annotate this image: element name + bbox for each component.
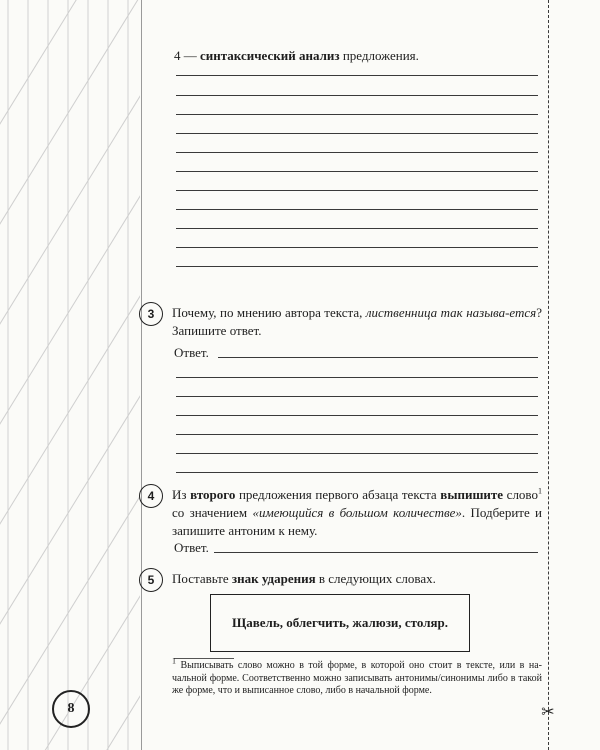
scissors-icon: ✂ — [541, 702, 555, 721]
answer-label: Ответ. — [174, 345, 209, 360]
question4-text-part: со значением — [172, 505, 253, 520]
footnote — [172, 656, 542, 698]
question4-text-part: Из — [172, 487, 191, 502]
footnote-text: Выписывать слово можно в той форме, в которой оно стоит в тексте, или в на-чальной форме. Соответственно можно записывать антонимы/синонимы либо в такой же форме, что и выписанное слово, либо в начальной форме. — [172, 660, 542, 696]
margin-border — [141, 0, 142, 750]
answer-line[interactable] — [176, 171, 538, 172]
task4-rest: предложения. — [339, 48, 419, 63]
question3-italic: лиственница так называ-ется — [365, 305, 537, 320]
question5-text-part: в следующих словах. — [315, 571, 436, 586]
answer-line[interactable] — [176, 377, 538, 378]
question4-bold: выпишите — [440, 487, 504, 502]
footnote-marker: 1 — [538, 486, 542, 496]
question4-text-part: слово — [503, 487, 538, 502]
question5-text — [172, 570, 542, 588]
answer-line[interactable] — [176, 152, 538, 153]
question4-text-part: . Подберите и запишите антоним к нему. — [172, 505, 542, 538]
question-number-badge: 5 — [139, 568, 163, 592]
answer-label: Ответ. — [174, 540, 209, 555]
task4-bold: синтаксический анализ — [200, 48, 340, 63]
question4-bold: второго — [190, 487, 236, 502]
question4-italic: «имеющийся в большом количестве» — [252, 505, 462, 520]
handwriting-practice-margin — [0, 0, 140, 750]
question3-text-part: Почему, по мнению автора текста, — [172, 305, 366, 320]
task4-heading — [174, 47, 419, 65]
question5-bold: знак ударения — [231, 571, 316, 586]
footnote-rule — [174, 658, 234, 659]
answer-line[interactable] — [176, 190, 538, 191]
answer-line[interactable] — [176, 453, 538, 454]
answer-line[interactable] — [176, 434, 538, 435]
answer-line[interactable] — [176, 75, 538, 76]
answer-line[interactable] — [176, 396, 538, 397]
question3-text-part: ? Запишите ответ. — [172, 305, 542, 338]
question-number-badge: 3 — [139, 302, 163, 326]
question3-text — [172, 304, 542, 340]
task4-prefix: 4 — — [174, 48, 200, 63]
page-number: 8 — [52, 690, 90, 728]
answer-line[interactable] — [176, 114, 538, 115]
answer-line[interactable] — [176, 415, 538, 416]
cut-line — [548, 0, 549, 750]
footnote-marker: 1 — [172, 656, 176, 666]
answer-line[interactable] — [218, 357, 538, 358]
stress-words[interactable]: Щавель, облегчить, жалюзи, столяр. — [231, 615, 449, 630]
answer-line[interactable] — [176, 247, 538, 248]
question-number-badge: 4 — [139, 484, 163, 508]
answer-line[interactable] — [176, 266, 538, 267]
word-box — [210, 594, 470, 652]
question5-text-part: Поставьте — [172, 571, 232, 586]
answer-line[interactable] — [176, 472, 538, 473]
question4-text-part: предложения первого абзаца текста — [235, 487, 441, 502]
answer-line[interactable] — [176, 228, 538, 229]
answer-line[interactable] — [176, 133, 538, 134]
answer-line[interactable] — [214, 552, 538, 553]
answer-line[interactable] — [176, 209, 538, 210]
answer-line[interactable] — [176, 95, 538, 96]
question4-text — [172, 486, 542, 540]
